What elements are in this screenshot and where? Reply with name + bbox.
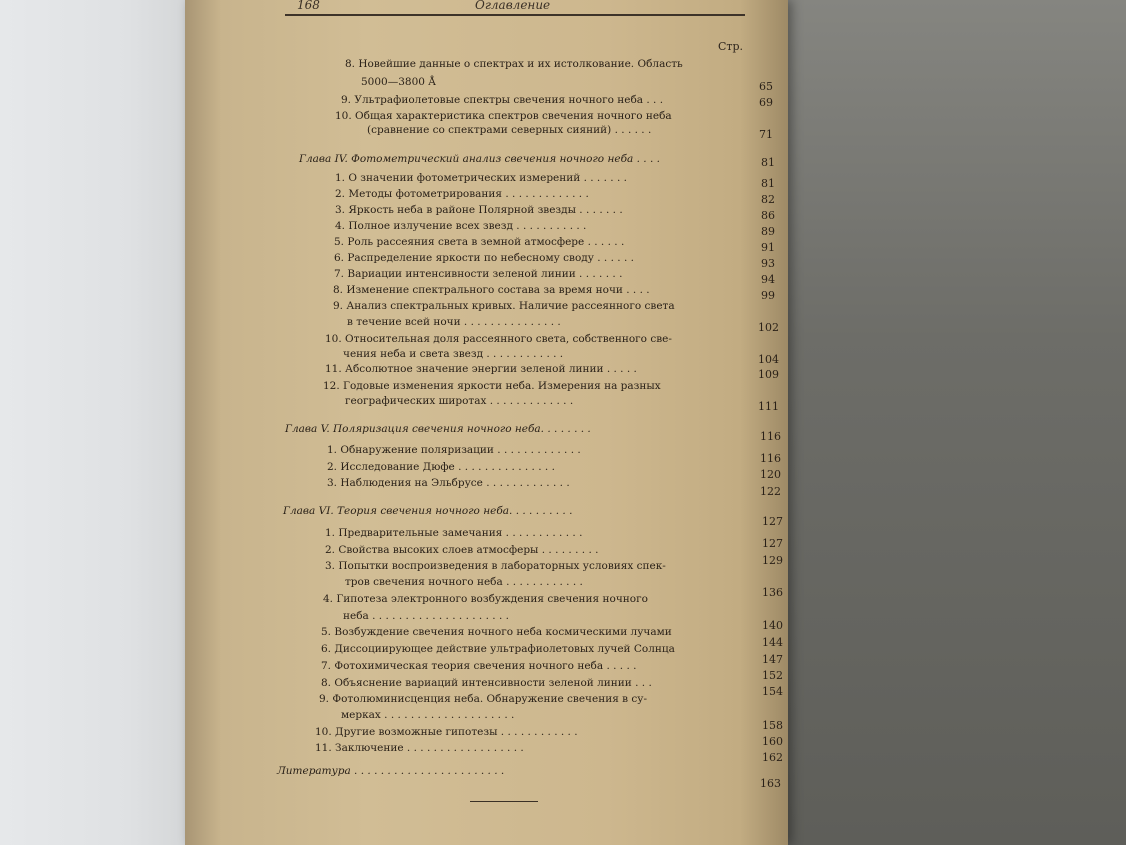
toc-page: 86 bbox=[761, 209, 775, 222]
background-right bbox=[770, 0, 1126, 845]
page-column-label: Стр. bbox=[718, 40, 744, 53]
toc-chapter: Литература . . . . . . . . . . . . . . . . . . . . . . . bbox=[277, 765, 505, 777]
toc-page: 127 bbox=[762, 515, 783, 528]
toc-chapter: Глава IV. Фотометрический анализ свечения ночного неба . . . . bbox=[299, 153, 660, 165]
toc-entry: 2. Исследование Дюфе . . . . . . . . . . . . . . . bbox=[327, 461, 555, 473]
toc-page: 71 bbox=[759, 128, 773, 141]
toc-page: 89 bbox=[761, 225, 775, 238]
toc-entry: 3. Попытки воспроизведения в лабораторных условиях спек- bbox=[325, 560, 666, 572]
toc-page: 116 bbox=[760, 430, 781, 443]
toc-page: 116 bbox=[760, 452, 781, 465]
toc-entry: (сравнение со спектрами северных сияний) . . . . . . bbox=[367, 124, 652, 136]
toc-page: 158 bbox=[762, 719, 783, 732]
toc-page: 152 bbox=[762, 669, 783, 682]
toc-entry: 10. Общая характеристика спектров свечения ночного неба bbox=[335, 110, 672, 122]
toc-page: 120 bbox=[760, 468, 781, 481]
toc-entry: 11. Заключение . . . . . . . . . . . . . . . . . . bbox=[315, 742, 524, 754]
toc-page: 136 bbox=[762, 586, 783, 599]
toc-page: 127 bbox=[762, 537, 783, 550]
toc-page: 81 bbox=[761, 156, 775, 169]
toc-entry: 11. Абсолютное значение энергии зеленой линии . . . . . bbox=[325, 363, 637, 375]
toc-page: 69 bbox=[759, 96, 773, 109]
bottom-rule bbox=[470, 801, 538, 802]
toc-page: 147 bbox=[762, 653, 783, 666]
toc-page: 154 bbox=[762, 685, 783, 698]
background-left bbox=[0, 0, 215, 845]
toc-entry: чения неба и света звезд . . . . . . . . . . . . bbox=[343, 348, 564, 360]
toc-entry: 10. Другие возможные гипотезы . . . . . . . . . . . . bbox=[315, 726, 578, 738]
toc-entry: 2. Свойства высоких слоев атмосферы . . . . . . . . . bbox=[325, 544, 599, 556]
toc-entry: 7. Фотохимическая теория свечения ночного неба . . . . . bbox=[321, 660, 637, 672]
page-title: Оглавление bbox=[475, 0, 551, 12]
toc-chapter: Глава VI. Теория свечения ночного неба. . . . . . . . . . bbox=[283, 505, 573, 517]
toc-page: 91 bbox=[761, 241, 775, 254]
toc-entry: 7. Вариации интенсивности зеленой линии . . . . . . . bbox=[334, 268, 623, 280]
toc-entry: мерках . . . . . . . . . . . . . . . . . . . . bbox=[341, 709, 515, 721]
toc-entry: 5. Роль рассеяния света в земной атмосфере . . . . . . bbox=[334, 236, 625, 248]
toc-page: 111 bbox=[758, 400, 779, 413]
toc-page: 94 bbox=[761, 273, 775, 286]
toc-page: 99 bbox=[761, 289, 775, 302]
toc-chapter: Глава V. Поляризация свечения ночного неба. . . . . . . . bbox=[285, 423, 591, 435]
toc-entry: 1. Предварительные замечания . . . . . . . . . . . . bbox=[325, 527, 583, 539]
toc-entry: 9. Ультрафиолетовые спектры свечения ночного неба . . . bbox=[341, 94, 664, 106]
toc-entry: 4. Гипотеза электронного возбуждения свечения ночного bbox=[323, 593, 648, 605]
toc-page: 82 bbox=[761, 193, 775, 206]
toc-entry: 1. Обнаружение поляризации . . . . . . . . . . . . . bbox=[327, 444, 581, 456]
toc-page: 129 bbox=[762, 554, 783, 567]
toc-entry: 12. Годовые изменения яркости неба. Измерения на разных bbox=[323, 380, 661, 392]
toc-entry: 4. Полное излучение всех звезд . . . . . . . . . . . bbox=[335, 220, 587, 232]
toc-page: 144 bbox=[762, 636, 783, 649]
toc-entry: 8. Новейшие данные о спектрах и их истолкование. Область bbox=[345, 58, 683, 70]
toc-page: 65 bbox=[759, 80, 773, 93]
toc-entry: 6. Распределение яркости по небесному своду . . . . . . bbox=[334, 252, 634, 264]
toc-page: 81 bbox=[761, 177, 775, 190]
toc-page: 162 bbox=[762, 751, 783, 764]
toc-entry: 10. Относительная доля рассеянного света, собственного све- bbox=[325, 333, 672, 345]
toc-entry: 1. О значении фотометрических измерений . . . . . . . bbox=[335, 172, 627, 184]
toc-entry: географических широтах . . . . . . . . . . . . . bbox=[345, 395, 574, 407]
header-rule bbox=[285, 14, 745, 16]
toc-entry: 8. Объяснение вариаций интенсивности зеленой линии . . . bbox=[321, 677, 652, 689]
toc-entry: 5000—3800 Å bbox=[361, 76, 436, 88]
book-page bbox=[185, 0, 788, 845]
toc-page: 102 bbox=[758, 321, 779, 334]
toc-page: 104 bbox=[758, 353, 779, 366]
toc-page: 93 bbox=[761, 257, 775, 270]
toc-page: 160 bbox=[762, 735, 783, 748]
toc-entry: 2. Методы фотометрирования . . . . . . . . . . . . . bbox=[335, 188, 589, 200]
toc-entry: в течение всей ночи . . . . . . . . . . . . . . . bbox=[347, 316, 561, 328]
toc-entry: 9. Анализ спектральных кривых. Наличие рассеянного света bbox=[333, 300, 675, 312]
toc-entry: 8. Изменение спектрального состава за время ночи . . . . bbox=[333, 284, 650, 296]
page-number: 168 bbox=[297, 0, 320, 12]
toc-entry: 3. Наблюдения на Эльбрусе . . . . . . . . . . . . . bbox=[327, 477, 570, 489]
toc-page: 122 bbox=[760, 485, 781, 498]
toc-page: 163 bbox=[760, 777, 781, 790]
toc-entry: 3. Яркость неба в районе Полярной звезды . . . . . . . bbox=[335, 204, 623, 216]
toc-page: 109 bbox=[758, 368, 779, 381]
toc-entry: неба . . . . . . . . . . . . . . . . . . . . . bbox=[343, 610, 509, 622]
toc-entry: 5. Возбуждение свечения ночного неба космическими лучами bbox=[321, 626, 672, 638]
toc-page: 140 bbox=[762, 619, 783, 632]
toc-entry: тров свечения ночного неба . . . . . . . . . . . . bbox=[345, 576, 583, 588]
toc-entry: 6. Диссоциирующее действие ультрафиолетовых лучей Солнца bbox=[321, 643, 675, 655]
toc-entry: 9. Фотолюминисценция неба. Обнаружение свечения в су- bbox=[319, 693, 648, 705]
